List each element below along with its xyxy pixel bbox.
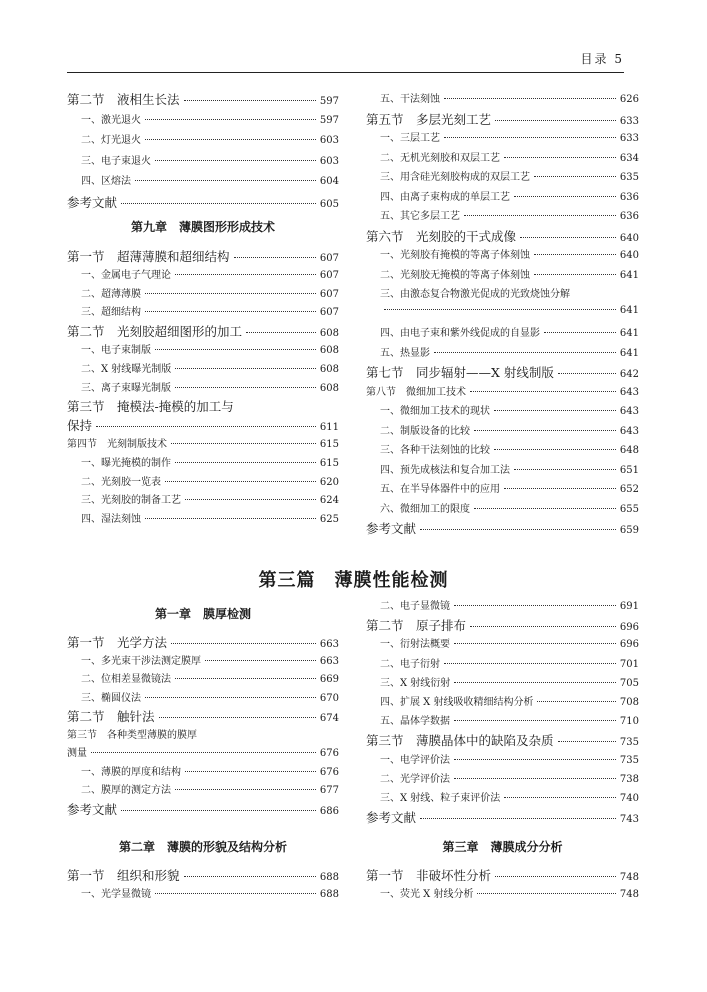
dot-leader [121,810,316,811]
toc-entry-title: 三、X 射线衍射 [380,677,451,689]
toc-entry-page: 677 [319,785,339,796]
toc-entry-title: 第三节 薄膜晶体中的缺陷及杂质 [366,733,554,749]
toc-entry [366,616,639,634]
toc-entry-title: 四、湿法刻蚀 [81,514,141,526]
toc-entry-page: 676 [319,748,339,759]
dot-leader [444,663,616,664]
toc-entry [366,751,639,766]
toc-entry-page: 643 [619,386,639,398]
toc-entry-title: 一、三层工艺 [380,133,440,144]
toc-entry [67,885,339,900]
toc-entry-page: 648 [619,445,639,456]
dot-leader [454,643,616,644]
toc-entry [67,652,339,667]
toc-entry-title: 二、光刻胶无掩模的等离子体刻蚀 [380,269,530,281]
toc-entry-title: 二、光刻胶一览表 [81,476,161,488]
toc-entry-title: 第六节 光刻胶的干式成像 [366,228,517,244]
toc-entry-page: 635 [619,172,639,183]
toc-entry-title: 五、热显影 [380,347,430,359]
toc-entry-title: 第七节 同步辐射——X 射线制版 [366,365,554,380]
toc-entry-title: 参考文献 [366,521,417,536]
dot-leader [454,778,616,779]
toc-entry [67,781,339,796]
toc-entry-page: 611 [319,422,339,434]
toc-entry-page: 640 [619,232,639,244]
toc-entry [366,693,639,708]
toc-entry-title: 第二节 光刻胶超细图形的加工 [67,324,243,340]
toc-entry-title: 一、曝光掩模的制作 [81,457,171,469]
toc-entry [67,707,339,725]
dot-leader [558,741,616,742]
dot-leader [420,818,616,819]
toc-entry-title: 参考文献 [67,801,118,817]
toc-entry-page: 740 [619,793,639,804]
toc-entry-page: 641 [619,328,639,339]
toc-entry-page: 642 [619,369,639,380]
dot-leader [454,759,616,760]
toc-entry-title: 三、超细结构 [81,307,141,319]
toc-entry-page: 604 [319,176,339,187]
toc-entry-page: 624 [319,495,339,507]
toc-entry-title: 二、X 射线曝光制版 [81,363,172,375]
toc-entry-page: 663 [319,655,339,667]
toc-entry-title: 第四节 光刻制版技术 [67,439,167,450]
dot-leader [495,876,616,877]
toc-entry [67,800,339,818]
toc-entry-page: 663 [319,639,339,650]
toc-entry-title: 五、在半导体器件中的应用 [380,484,500,495]
toc-entry-title: 第一节 非破坏性分析 [366,868,492,883]
toc-entry-title: 三、电子束退火 [81,155,151,167]
toc-entry [67,689,339,704]
toc-entry [67,726,339,741]
toc-entry-page: 748 [619,872,639,883]
dot-leader [454,605,616,606]
toc-entry-title: 一、微细加工技术的现状 [380,406,490,417]
toc-entry-page: 626 [619,94,639,105]
toc-entry-page: 607 [319,288,339,300]
dot-leader [185,771,316,772]
toc-entry-title: 一、衍射法概要 [380,639,450,651]
toc-entry-page: 688 [319,889,339,900]
dot-leader [454,720,616,721]
toc-entry-title: 四、预先成核法和复合加工法 [380,464,510,476]
toc-entry-title: 三、X 射线、粒子束评价法 [380,793,501,804]
chapter-heading-ch3: 第三章 薄膜成分分析 [442,840,563,854]
toc-entry-title: 三、用含硅光刻胶构成的双层工艺 [380,172,530,183]
toc-entry-title: 一、激光退火 [81,114,141,126]
toc-entry-page: 701 [619,658,639,670]
toc-entry-page: 640 [619,250,639,261]
toc-entry-page: 603 [319,155,339,167]
toc-entry-title: 第二节 触针法 [67,709,155,724]
dot-leader [454,682,616,683]
toc-entry-title: 第五节 多层光刻工艺 [366,111,492,127]
dot-leader [155,893,316,894]
toc-entry-page: 636 [619,211,639,222]
toc-entry-page: 641 [619,304,639,316]
toc-entry-page: 691 [619,601,639,612]
toc-entry-title: 二、膜厚的测定方法 [81,785,171,796]
toc-entry-title: 第三节 各种类型薄膜的膜厚 [67,729,197,741]
toc-entry [67,763,339,778]
toc-entry-page: 608 [319,345,339,356]
dot-leader [504,797,616,798]
dot-leader [175,789,316,790]
dot-leader [159,717,316,718]
toc-entry-title: 第一节 超薄薄膜和超细结构 [67,249,230,264]
toc-entry-title: 四、由离子束构成的单层工艺 [380,191,510,203]
dot-leader [470,626,616,627]
toc-entry-title: 四、扩展 X 射线吸收精细结构分析 [380,697,534,708]
toc-entry-title: 三、椭圆仪法 [81,692,141,704]
toc-entry-title: 二、位相差显微镜法 [81,674,171,685]
toc-entry-title: 二、光学评价法 [380,773,450,785]
toc-entry [366,789,639,804]
toc-entry [67,744,339,759]
toc-entry-page: 735 [619,737,639,749]
toc-entry-title: 二、电子衍射 [380,658,440,670]
toc-entry-page: 652 [619,484,639,495]
dot-leader [145,697,316,698]
toc-entry-page: 705 [619,677,639,689]
toc-entry-page: 676 [319,766,339,778]
toc-entry-title: 二、电子显微镜 [380,601,450,612]
toc-entry-title: 第八节 微细加工技术 [366,386,466,398]
toc-entry-page: 634 [619,152,639,164]
toc-entry-page: 643 [619,425,639,437]
toc-entry [366,731,639,749]
toc-entry-page: 735 [619,754,639,766]
toc-entry-title: 二、无机光刻胶和双层工艺 [380,152,500,164]
toc-entry-page: 674 [319,713,339,724]
toc-entry-page: 603 [319,135,339,146]
toc-entry [366,885,639,900]
toc-entry-page: 607 [319,253,339,264]
toc-entry [366,770,639,785]
dot-leader [175,678,316,679]
toc-entry-page: 641 [619,347,639,359]
toc-entry [366,674,639,689]
toc-entry-page: 633 [619,115,639,127]
toc-entry-title: 一、薄膜的厚度和结构 [81,766,181,778]
toc-column-bottom-left [67,0,339,992]
toc-column-bottom-right [366,0,639,992]
toc-entry-page: 641 [619,269,639,281]
toc-entry-title: 一、荧光 X 射线分析 [380,889,474,900]
toc-entry-page: 696 [619,622,639,634]
toc-entry-page: 608 [319,328,339,340]
toc-entry-title: 参考文献 [366,810,417,826]
toc-entry-page: 643 [619,406,639,417]
toc-entry-page: 633 [619,133,639,144]
toc-entry-page: 655 [619,503,639,515]
toc-entry [366,866,639,884]
toc-entry-page: 686 [319,805,339,817]
toc-entry-page: 620 [319,476,339,488]
toc-entry-title: 五、干法刻蚀 [380,94,440,105]
toc-entry-page: 670 [319,692,339,704]
toc-entry-page: 738 [619,773,639,785]
toc-entry-title: 五、晶体学数据 [380,716,450,728]
toc-entry-page: 708 [619,697,639,708]
toc-entry-page: 651 [619,464,639,476]
toc-entry-title: 第一节 光学方法 [67,635,168,650]
toc-entry-page: 743 [619,814,639,826]
dot-leader [205,660,316,661]
toc-entry-page: 597 [319,96,339,107]
toc-entry-title: 二、制版设备的比较 [380,425,470,437]
toc-entry-page: 607 [319,269,339,281]
toc-entry-title: 二、灯光退火 [81,135,141,146]
toc-entry-title: 参考文献 [67,194,118,210]
part-title: 第三篇 薄膜性能检测 [258,570,449,591]
toc-entry [366,808,639,826]
toc-entry-page: 688 [319,872,339,883]
toc-entry-title: 测量 [67,748,87,759]
toc-entry-title: 五、其它多层工艺 [380,211,460,222]
toc-entry-title: 保持 [67,418,93,434]
toc-entry [67,866,339,884]
toc-entry-page: 659 [619,525,639,536]
toc-entry-title: 二、超薄薄膜 [81,288,141,300]
toc-entry-page: 608 [319,363,339,375]
dot-leader [171,643,316,644]
chapter-heading-ch1: 第一章 膜厚检测 [154,607,251,621]
toc-entry-title: 三、由激态复合物激光促成的光致烧蚀分解 [380,289,570,300]
toc-entry-title: 三、光刻胶的制备工艺 [81,495,181,507]
dot-leader [184,876,316,877]
dot-leader [477,893,615,894]
toc-entry-page: 696 [619,639,639,651]
toc-entry-title: 四、区熔法 [81,176,131,187]
toc-entry-title: 一、光刻胶有掩模的等离子体刻蚀 [380,250,530,261]
toc-entry-title: 第一节 组织和形貌 [67,868,180,883]
toc-entry-page: 607 [319,307,339,319]
toc-entry-page: 597 [319,114,339,126]
toc-entry-page: 615 [319,439,339,450]
toc-entry-title: 一、金属电子气理论 [81,269,171,281]
toc-entry [366,712,639,727]
running-header: 目录 5 [580,52,624,66]
toc-entry [366,635,639,650]
toc-entry [67,670,339,685]
toc-entry-page: 748 [619,889,639,900]
toc-entry-page: 636 [619,191,639,203]
toc-entry [67,633,339,651]
toc-entry-title: 四、由电子束和紫外线促成的自显影 [380,328,540,339]
toc-entry [366,597,639,612]
toc-entry-title: 第二节 液相生长法 [67,92,180,107]
toc-entry-title: 一、多光束干涉法测定膜厚 [81,655,201,667]
toc-entry-title: 第三节 掩模法-掩模的加工与 [67,399,234,415]
dot-leader [91,752,316,753]
toc-entry-page: 608 [319,382,339,394]
toc-entry-title: 六、微细加工的限度 [380,503,470,515]
toc-entry-page: 615 [319,457,339,469]
chapter-heading-ch2: 第二章 薄膜的形貌及结构分析 [118,840,287,854]
toc-entry-title: 三、各种干法刻蚀的比较 [380,445,490,456]
toc-entry-title: 三、离子束曝光制版 [81,382,171,394]
dot-leader [537,701,615,702]
toc-entry-title: 一、光学显微镜 [81,889,151,900]
toc-entry-title: 第二节 原子排布 [366,618,467,634]
toc-entry-page: 625 [319,514,339,526]
toc-entry-page: 710 [619,716,639,728]
toc-entry [366,655,639,670]
toc-entry-title: 一、电子束制版 [81,345,151,356]
chapter-heading-ch9: 第九章 薄膜图形形成技术 [130,220,275,234]
toc-entry-page: 605 [319,198,339,210]
toc-entry-title: 一、电学评价法 [380,754,450,766]
toc-entry-page: 669 [319,674,339,685]
